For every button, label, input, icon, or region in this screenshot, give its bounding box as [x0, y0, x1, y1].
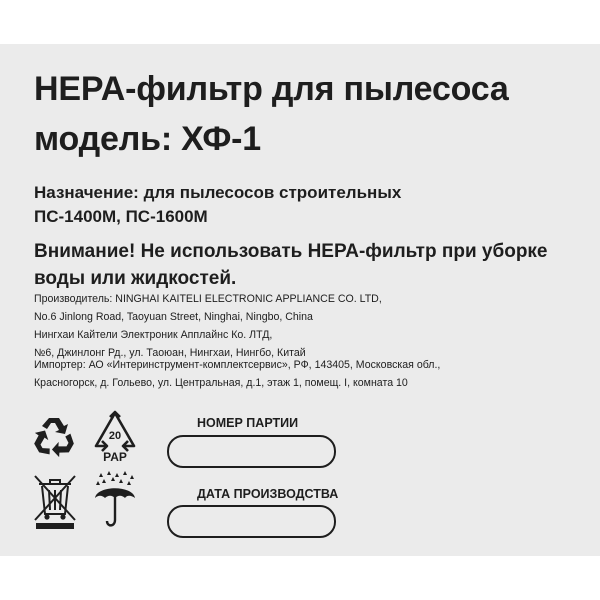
importer-line: Импортер: АО «Интеринструмент-комплектсервис», РФ, 143405, Московская обл.,	[34, 359, 441, 371]
importer-info	[34, 356, 440, 392]
manufacturer-line: №6, Джинлонг Рд., ул. Таоюан, Нингхаи, Нингбо, Китай	[34, 347, 306, 359]
umbrella-rain-icon	[92, 470, 138, 532]
crossed-out-bin-icon	[30, 470, 80, 530]
pap-recycling-icon	[90, 410, 140, 462]
manufacturer-line: Производитель: NINGHAI KAITELI ELECTRONIC APPLIANCE CO. LTD,	[34, 293, 382, 305]
title-line-2: модель: ХФ-1	[34, 120, 262, 158]
manufacturer-info	[34, 290, 382, 362]
warning-text	[34, 238, 548, 292]
purpose-text	[34, 181, 401, 229]
title-line-1: HEPA-фильтр для пылесоса	[34, 70, 509, 108]
production-date-field	[167, 505, 336, 538]
product-title	[34, 64, 509, 164]
warning-line-2: воды или жидкостей.	[34, 268, 237, 289]
warning-line-1: Внимание! Не использовать HEPA-фильтр при уборке	[34, 241, 548, 262]
manufacturer-line: Нингхаи Кайтели Электроник Апплайнс Ко. ЛТД,	[34, 329, 273, 341]
batch-number-field	[167, 435, 336, 468]
batch-number-label: НОМЕР ПАРТИИ	[197, 416, 299, 430]
purpose-line-2: ПС-1400М, ПС-1600М	[34, 207, 208, 226]
production-date-label: ДАТА ПРОИЗВОДСТВА	[197, 487, 339, 501]
purpose-line-1: Назначение: для пылесосов строительных	[34, 183, 402, 202]
importer-line: Красногорск, д. Гольево, ул. Центральная, д.1, этаж 1, помещ. I, комната 10	[34, 377, 408, 389]
manufacturer-line: No.6 Jinlong Road, Taoyuan Street, Ninghai, Ningbo, China	[34, 311, 313, 323]
pap-number: 20	[108, 430, 122, 442]
recycle-icon	[30, 412, 78, 460]
pap-code: PAP	[103, 450, 127, 462]
